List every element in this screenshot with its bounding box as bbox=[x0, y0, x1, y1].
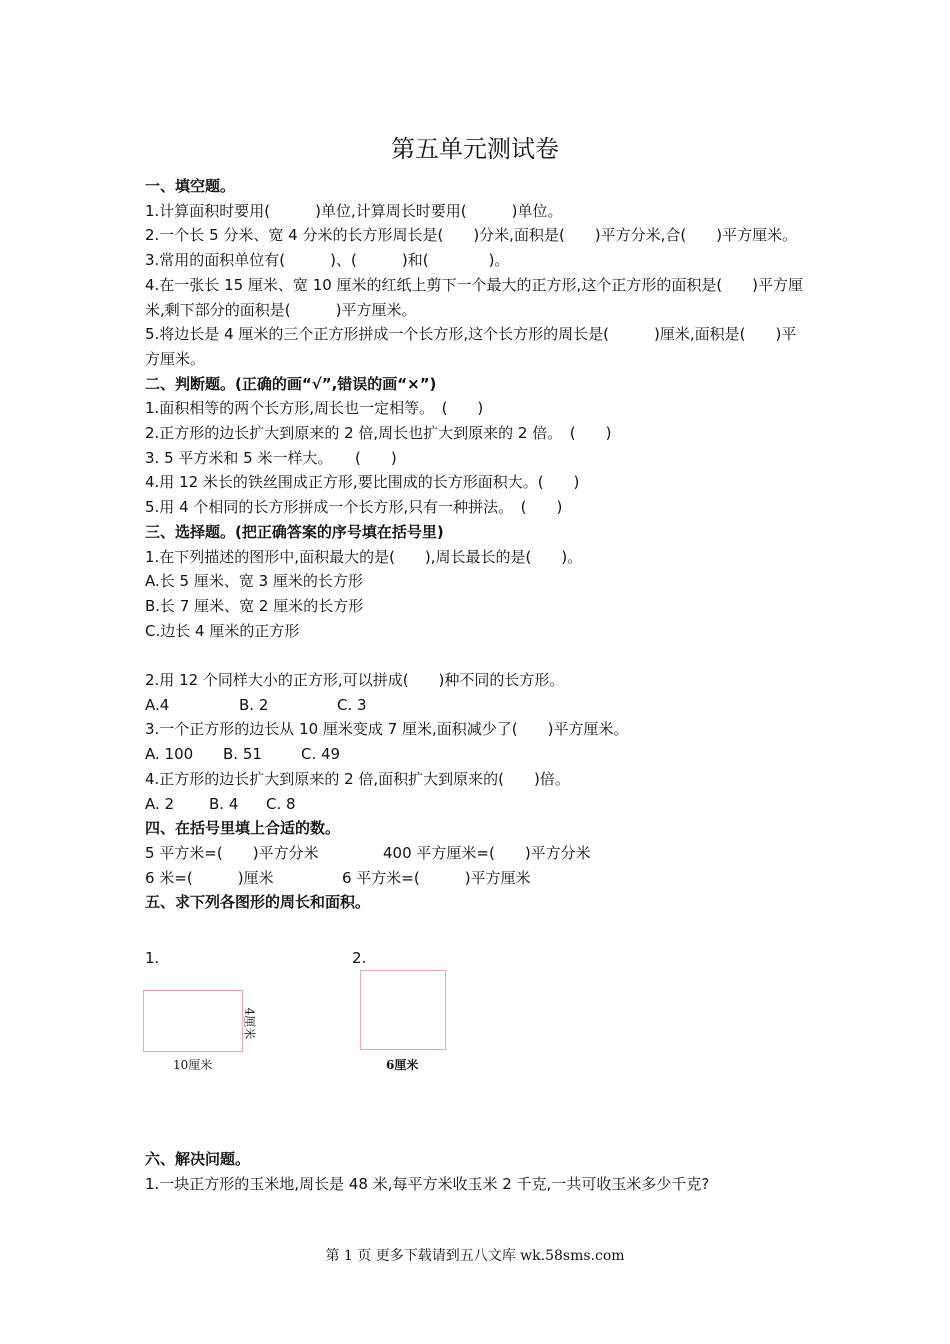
section-1-heading: 一、填空题。 bbox=[145, 177, 236, 195]
question-2-1: 1.面积相等的两个长方形,周长也一定相等。 ( ) bbox=[145, 399, 484, 418]
option-3-2-b: B. 2 bbox=[239, 695, 269, 714]
rectangle-figure bbox=[143, 990, 243, 1052]
option-3-4-a: A. 2 bbox=[145, 794, 175, 813]
option-3-2-c: C. 3 bbox=[337, 695, 367, 714]
option-3-3-a: A. 100 bbox=[145, 745, 194, 764]
section-6-heading: 六、解决问题。 bbox=[145, 1150, 251, 1168]
question-3-3: 3.一个正方形的边长从 10 厘米变成 7 厘米,面积减少了( )平方厘米。 bbox=[145, 720, 629, 739]
options-3-2 bbox=[145, 693, 810, 718]
option-3-1-b: B.长 7 厘米、宽 2 厘米的长方形 bbox=[145, 596, 364, 615]
question-3-4: 4.正方形的边长扩大到原来的 2 倍,面积扩大到原来的( )倍。 bbox=[145, 769, 570, 788]
section-6 bbox=[145, 1147, 810, 1196]
options-3-4 bbox=[145, 792, 810, 817]
question-2-2: 2.正方形的边长扩大到原来的 2 倍,周长也扩大到原来的 2 倍。 ( ) bbox=[145, 424, 612, 443]
option-3-1-c: C.边长 4 厘米的正方形 bbox=[145, 621, 300, 640]
conversion-b: 400 平方厘米=( )平方分米 bbox=[383, 843, 591, 862]
conversion-a: 5 平方米=( )平方分米 bbox=[145, 843, 319, 862]
question-1-5: 5.将边长是 4 厘米的三个正方形拼成一个长方形,这个长方形的周长是( )厘米,面积是( )平方厘米。 bbox=[145, 325, 797, 368]
question-1-4: 4.在一张长 15 厘米、宽 10 厘米的红纸上剪下一个最大的正方形,这个正方形的面积是( )平方厘米,剩下部分的面积是( )平方厘米。 bbox=[145, 275, 804, 319]
rectangle-width-label: 10厘米 bbox=[173, 1058, 213, 1072]
conversion-row-1 bbox=[145, 841, 810, 866]
question-1-3: 3.常用的面积单位有( )、( )和( )。 bbox=[145, 251, 510, 270]
page-title: 第五单元测试卷 bbox=[391, 135, 559, 163]
question-1-1: 1.计算面积时要用( )单位,计算周长时要用( )单位。 bbox=[145, 201, 563, 220]
square-figure bbox=[360, 970, 446, 1050]
question-2-3: 3. 5 平方米和 5 米一样大。 ( ) bbox=[145, 448, 397, 467]
question-6-1: 1.一块正方形的玉米地,周长是 48 米,每平方米收玉米 2 千克,一共可收玉米多少千克? bbox=[145, 1174, 710, 1193]
option-3-4-c: C. 8 bbox=[266, 794, 296, 813]
question-3-1: 1.在下列描述的图形中,面积最大的是( ),周长最长的是( )。 bbox=[145, 547, 583, 566]
figure-2-number: 2. bbox=[352, 949, 367, 967]
option-3-1-a: A.长 5 厘米、宽 3 厘米的长方形 bbox=[145, 572, 363, 591]
section-3-heading: 三、选择题。(把正确答案的序号填在括号里) bbox=[145, 522, 444, 541]
section-4-heading: 四、在括号里填上合适的数。 bbox=[145, 819, 341, 838]
figure-1-number: 1. bbox=[145, 949, 160, 967]
question-2-4: 4.用 12 米长的铁丝围成正方形,要比围成的长方形面积大。( ) bbox=[145, 473, 580, 492]
question-1-2: 2.一个长 5 分米、宽 4 分米的长方形周长是( )分米,面积是( )平方分米,合( )平方厘米。 bbox=[145, 226, 798, 245]
worksheet-body bbox=[145, 174, 810, 915]
option-3-2-a: A.4 bbox=[145, 695, 170, 714]
option-3-4-b: B. 4 bbox=[209, 794, 239, 813]
options-3-3 bbox=[145, 742, 810, 767]
question-3-2: 2.用 12 个同样大小的正方形,可以拼成( )种不同的长方形。 bbox=[145, 671, 565, 690]
section-2-heading: 二、判断题。(正确的画“√”,错误的画“×”) bbox=[145, 374, 437, 393]
conversion-c: 6 米=( )厘米 bbox=[145, 868, 274, 887]
page-footer: 第 1 页 更多下载请到五八文库 wk.58sms.com bbox=[325, 1248, 625, 1264]
conversion-row-2 bbox=[145, 866, 810, 891]
option-3-3-b: B. 51 bbox=[223, 745, 262, 764]
blank-gap bbox=[145, 643, 810, 668]
rectangle-height-label: 4厘米 bbox=[242, 1007, 257, 1040]
conversion-d: 6 平方米=( )平方厘米 bbox=[342, 868, 531, 887]
option-3-3-c: C. 49 bbox=[301, 745, 341, 764]
section-5-heading: 五、求下列各图形的周长和面积。 bbox=[145, 893, 371, 912]
question-2-5: 5.用 4 个相同的长方形拼成一个长方形,只有一种拼法。 ( ) bbox=[145, 498, 563, 517]
square-side-label: 6厘米 bbox=[386, 1058, 419, 1072]
